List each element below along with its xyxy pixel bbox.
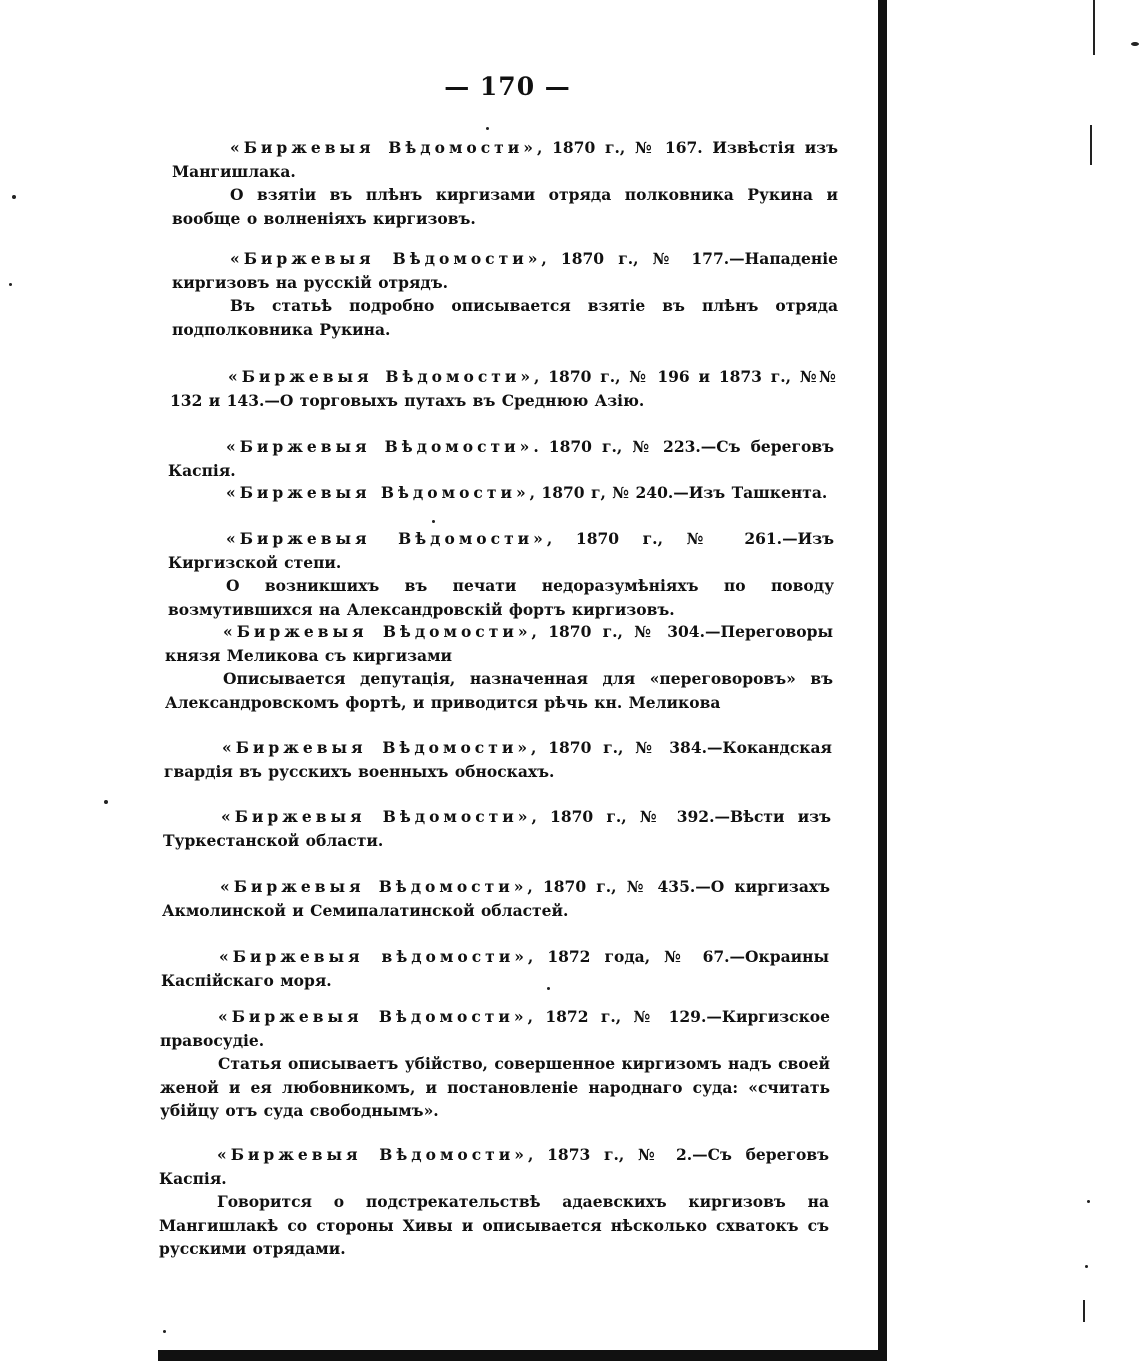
scan-mark — [1090, 125, 1092, 165]
entry-citation: , 1870 г., № 384.—Кокандская гвардія въ русскихъ военныхъ обноскахъ. — [164, 738, 832, 781]
scan-speck — [1085, 1265, 1088, 1268]
entry-heading — [164, 736, 832, 783]
bibliography-entry — [168, 527, 834, 621]
bibliography-entry — [172, 247, 838, 341]
bibliography-entry — [162, 875, 830, 922]
entry-heading — [168, 481, 834, 505]
source-title: «Биржевыя Вѣдомости» — [226, 529, 547, 548]
bibliography-entry — [165, 620, 833, 714]
entry-citation: , 1870 г., № 167. Извѣстія изъ Мангишлака. — [172, 138, 838, 181]
source-title: «Биржевыя Вѣдомости» — [218, 1007, 528, 1026]
entry-citation: , 1873 г., № 2.—Съ береговъ Каспія. — [159, 1145, 829, 1188]
entry-citation: , 1870 г., № 435.—О киргизахъ Акмолинской и Семипалатинской областей. — [162, 877, 830, 920]
scan-speck — [12, 195, 16, 199]
entry-heading — [172, 247, 838, 294]
bibliography-entry — [164, 736, 832, 783]
entry-citation: , 1870 г., № 392.—Вѣсти изъ Туркестанской области. — [163, 807, 831, 850]
scan-speck — [486, 127, 489, 130]
scan-speck — [1131, 42, 1139, 46]
entry-citation: , 1870 г., № 196 и 1873 г., №№ 132 и 143.—О торговыхъ путахъ въ Среднюю Азію. — [170, 367, 836, 410]
source-title: «Биржевыя Вѣдомости» — [217, 1145, 528, 1164]
entry-description: Въ статьѣ подробно описывается взятіе въ плѣнъ отряда подполковника Рукина. — [172, 296, 838, 339]
scan-mark — [1093, 0, 1095, 55]
scan-speck — [1087, 1200, 1090, 1203]
scan-mark — [1083, 1300, 1085, 1322]
entry-heading — [168, 527, 834, 574]
scan-speck — [432, 520, 435, 523]
bibliography-entry — [163, 805, 831, 852]
bibliography-entry — [161, 945, 829, 992]
scan-speck — [9, 283, 12, 286]
entry-heading — [163, 805, 831, 852]
entry-description: Статья описываетъ убійство, совершенное киргизомъ надъ своей женой и ея любовникомъ, и постановленіе народнаго суда: «считать убійцу отъ суда свободнымъ». — [160, 1054, 830, 1120]
source-title: «Биржевыя Вѣдомости» — [221, 807, 532, 826]
entry-citation: , 1870 г., № 261.—Изъ Киргизской степи. — [168, 529, 834, 572]
entry-heading — [161, 945, 829, 992]
scan-speck — [163, 1330, 166, 1333]
bibliography-entry — [172, 136, 838, 230]
page-binding-edge — [878, 0, 887, 1361]
page-bottom-edge — [158, 1350, 878, 1361]
entry-heading — [160, 1005, 830, 1052]
entry-citation: , 1870 г., № 304.—Переговоры князя Меликова съ киргизами — [165, 622, 833, 665]
source-title: «Биржевыя Вѣдомости» — [226, 483, 530, 502]
source-title: «Биржевыя Вѣдомости» — [228, 367, 535, 386]
entry-heading — [159, 1143, 829, 1190]
source-title: «Биржевыя Вѣдомости» — [223, 622, 532, 641]
entry-heading — [172, 136, 838, 183]
entry-description: О взятіи въ плѣнъ киргизами отряда полковника Рукина и вообще о волненіяхъ киргизовъ. — [172, 185, 838, 228]
entry-citation: , 1870 г., № 177.—Нападеніе киргизовъ на русскій отрядъ. — [172, 249, 839, 292]
page-number: — 170 — — [444, 72, 571, 101]
source-title: «Биржевыя Вѣдомости» — [230, 138, 537, 157]
entry-citation: , 1872 г., № 129.—Киргизское правосудіе. — [160, 1007, 830, 1050]
scan-speck — [547, 987, 550, 990]
entry-citation: , 1872 года, № 67.—Окраины Каспійскаго моря. — [161, 947, 829, 990]
bibliography-entry — [168, 481, 834, 505]
entry-heading — [170, 365, 836, 412]
source-title: «Биржевыя Вѣдомости» — [230, 249, 542, 268]
entry-heading — [162, 875, 830, 922]
source-title: «Биржевыя Вѣдомости» — [220, 877, 528, 896]
bibliography-entry — [168, 435, 834, 482]
entry-description: О возникшихъ въ печати недоразумѣніяхъ по поводу возмутившихся на Александровскій фортъ киргизовъ. — [168, 576, 834, 619]
scan-speck — [104, 800, 108, 804]
entry-citation: , 1870 г, № 240.—Изъ Ташкента. — [529, 483, 828, 502]
entry-heading — [165, 620, 833, 667]
entry-description: Говорится о подстрекательствѣ адаевскихъ киргизовъ на Мангишлакѣ со стороны Хивы и описывается нѣсколько схватокъ съ русскими отрядами. — [159, 1192, 829, 1258]
source-title: «Биржевыя вѣдомости» — [219, 947, 528, 966]
entry-citation: . 1870 г., № 223.—Съ береговъ Каспія. — [168, 437, 834, 480]
bibliography-entry — [170, 365, 836, 412]
bibliography-entry — [160, 1005, 830, 1123]
entry-heading — [168, 435, 834, 482]
entry-description: Описывается депутація, назначенная для «переговоровъ» въ Александровскомъ фортѣ, и приводится рѣчь кн. Меликова — [165, 669, 833, 712]
source-title: «Биржевыя Вѣдомости» — [222, 738, 532, 757]
bibliography-entry — [159, 1143, 829, 1261]
source-title: «Биржевыя Вѣдомости» — [226, 437, 534, 456]
